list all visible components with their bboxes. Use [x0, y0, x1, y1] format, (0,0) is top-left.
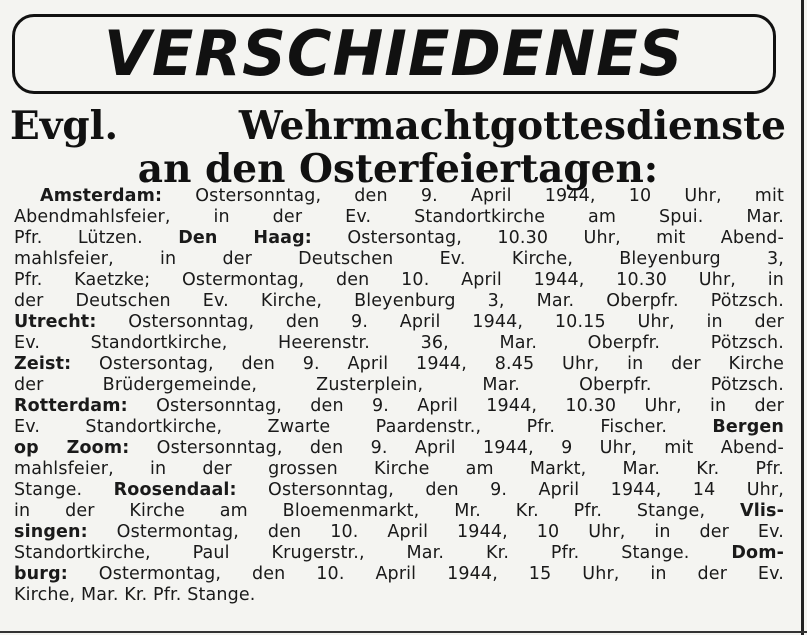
body-text-segment: Stange. — [14, 480, 114, 500]
article-body — [14, 186, 784, 606]
body-text-segment: Kirche, Mar. Kr. Pfr. Stange. — [14, 585, 256, 605]
body-line — [14, 543, 784, 564]
body-line — [14, 501, 784, 522]
body-text-segment: Ostersonntag, den 9. April 1944, 10 Uhr, mit — [162, 186, 784, 206]
body-line — [14, 564, 784, 585]
body-line — [14, 522, 784, 543]
place-name: Amsterdam: — [40, 186, 163, 206]
body-line — [14, 207, 784, 228]
body-text-segment: Ostersonntag, den 9. April 1944, 9 Uhr, mit Abend- — [129, 438, 784, 458]
body-text-segment: Standortkirche, Paul Krugerstr., Mar. Kr. Pfr. Stange. — [14, 543, 732, 563]
body-line — [14, 249, 784, 270]
body-text-segment: mahlsfeier, in der grossen Kirche am Markt, Mar. Kr. Pfr. — [14, 459, 784, 479]
body-text-segment: der Brüdergemeinde, Zusterplein, Mar. Oberpfr. Pötzsch. — [14, 375, 784, 395]
body-line — [14, 186, 784, 207]
place-name: Dom- — [731, 543, 784, 563]
place-name: singen: — [14, 522, 88, 542]
headline-word-1: Evgl. — [10, 103, 119, 149]
place-name: Utrecht: — [14, 312, 97, 332]
body-line — [14, 417, 784, 438]
body-text-segment: Ev. Standortkirche, Heerenstr. 36, Mar. Oberpfr. Pötzsch. — [14, 333, 784, 353]
place-name: Bergen — [712, 417, 784, 437]
headline-line-2: an den Osterfeiertagen: — [137, 146, 659, 192]
place-name: Den Haag: — [178, 228, 312, 248]
body-text-segment: Ostermontag, den 10. April 1944, 10 Uhr, in der Ev. — [87, 522, 784, 542]
body-text-segment: mahlsfeier, in der Deutschen Ev. Kirche, Bleyenburg 3, — [14, 249, 784, 269]
body-text-segment: der Deutschen Ev. Kirche, Bleyenburg 3, Mar. Oberpfr. Pötzsch. — [14, 291, 784, 311]
bottom-rule — [0, 631, 807, 633]
body-line — [14, 333, 784, 354]
body-text-segment: Pfr. Kaetzke; Ostermontag, den 10. April 1944, 10.30 Uhr, in — [14, 270, 784, 290]
body-line — [14, 396, 784, 417]
body-line — [14, 375, 784, 396]
body-line — [14, 480, 784, 501]
body-line — [14, 459, 784, 480]
body-line — [14, 270, 784, 291]
body-line — [14, 354, 784, 375]
place-name: Vlis- — [740, 501, 784, 521]
place-name: Zeist: — [14, 354, 72, 374]
section-header-box — [12, 14, 776, 94]
column-rule — [801, 0, 804, 635]
body-text-segment: Ostersonntag, den 9. April 1944, 14 Uhr, — [236, 480, 784, 500]
headline-line-1 — [10, 104, 786, 148]
headline-word-2: Wehrmachtgottesdienste — [238, 103, 786, 149]
body-text-segment: Ostersonntag, den 9. April 1944, 10.30 Uhr, in der — [127, 396, 784, 416]
body-text-segment: Ostermontag, den 10. April 1944, 15 Uhr, in der Ev. — [67, 564, 784, 584]
body-line — [14, 312, 784, 333]
section-title: VERSCHIEDENES — [104, 17, 684, 90]
body-text-segment: Ostersontag, 10.30 Uhr, mit Abend- — [311, 228, 785, 248]
body-text-segment: Ostersontag, den 9. April 1944, 8.45 Uhr, in der Kirche — [71, 354, 784, 374]
body-line — [14, 291, 784, 312]
body-text-segment: Pfr. Lützen. — [14, 228, 179, 248]
place-name: Rotterdam: — [14, 396, 128, 416]
body-text-segment: Ostersonntag, den 9. April 1944, 10.15 Uhr, in der — [96, 312, 784, 332]
place-name: burg: — [14, 564, 68, 584]
body-text-segment: Ev. Standortkirche, Zwarte Paardenstr., Pfr. Fischer. — [14, 417, 713, 437]
body-text-segment: in der Kirche am Bloemenmarkt, Mr. Kr. Pfr. Stange, — [14, 501, 741, 521]
place-name: Roosendaal: — [113, 480, 237, 500]
body-text-segment: Abendmahlsfeier, in der Ev. Standortkirche am Spui. Mar. — [14, 207, 784, 227]
place-name: op Zoom: — [14, 438, 130, 458]
body-line — [14, 585, 784, 606]
body-line — [14, 228, 784, 249]
body-line — [14, 438, 784, 459]
